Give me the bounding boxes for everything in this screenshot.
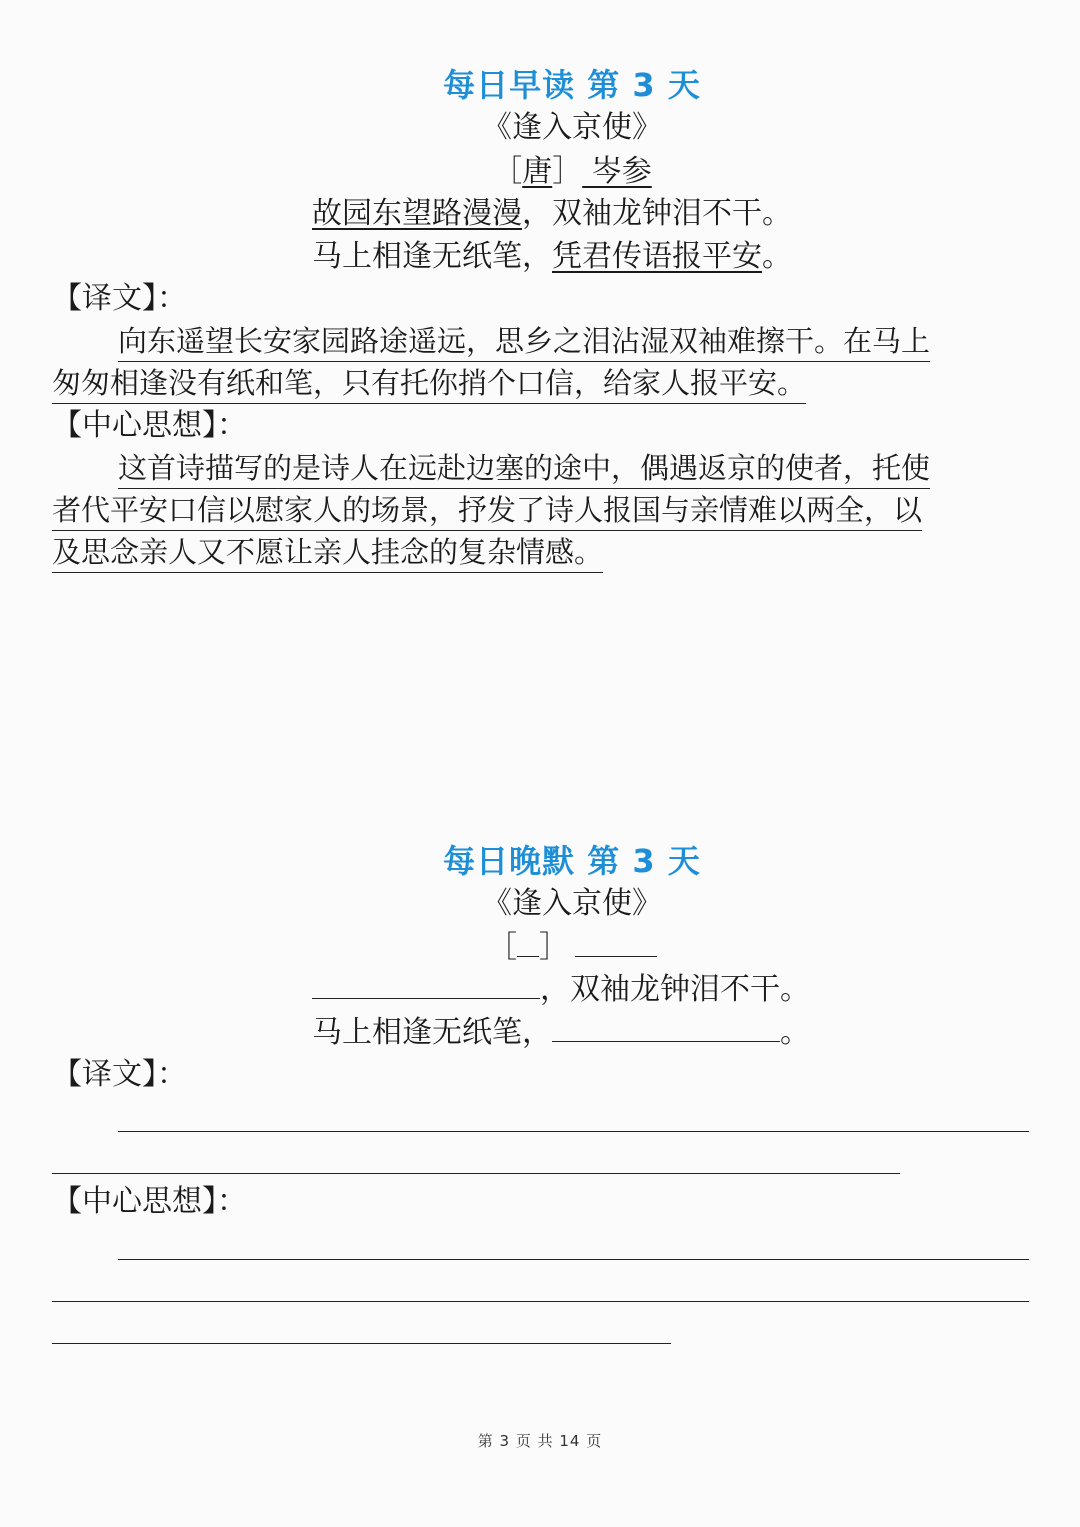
poem-line-1-part-b: ，双袖龙钟泪不干。 (522, 196, 792, 231)
dynasty-open-bracket: ［ (492, 154, 523, 189)
theme-answer-line-2 (52, 1301, 1029, 1302)
dynasty-close-bracket: ］ (539, 930, 569, 965)
morning-poem-line-1 (312, 194, 792, 234)
morning-poem-line-2 (312, 237, 792, 277)
poem-line-2-blank (552, 1040, 780, 1042)
page-number: 第 3 页 共 14 页 (477, 1432, 603, 1450)
translation-answer-line-2 (52, 1173, 900, 1174)
evening-poem-title: 《逢入京使》 (482, 886, 662, 921)
morning-theme-line-3: 及思念亲人又不愿让亲人挂念的复杂情感。 (52, 532, 603, 573)
morning-translation-line-2: 匆匆相逢没有纸和笔，只有托你捎个口信，给家人报平安。 (52, 363, 806, 404)
poem-line-2-part-c: 。 (762, 239, 792, 274)
morning-theme-line-1: 这首诗描写的是诗人在远赴边塞的途中，偶遇返京的使者，托使 (118, 448, 930, 489)
poem-line-1-blank (312, 997, 540, 999)
morning-poem-title: 《逢入京使》 (482, 110, 662, 145)
theme-answer-line-3 (52, 1343, 671, 1344)
author-blank (575, 955, 657, 957)
evening-poem-line-1 (312, 970, 810, 1010)
morning-theme-line-2: 者代平安口信以慰家人的场景，抒发了诗人报国与亲情难以两全，以 (52, 490, 922, 531)
poem-line-2-part-a: 马上相逢无纸笔， (312, 1015, 552, 1050)
evening-title: 每日晚默 第 3 天 (443, 842, 701, 880)
poem-line-1-part-a: 故园东望路漫漫 (312, 196, 522, 231)
poem-line-2-part-a: 马上相逢无纸笔， (312, 239, 552, 274)
morning-author-line (0, 152, 1080, 192)
dynasty: 唐 (522, 154, 553, 189)
poem-line-2-part-c: 。 (780, 1015, 810, 1050)
theme-answer-line-1 (118, 1259, 1029, 1260)
dynasty-open-bracket: ［ (487, 930, 517, 965)
morning-theme-label: 【中心思想】： (52, 408, 247, 443)
poem-line-2-part-b: 凭君传语报平安 (552, 239, 762, 274)
morning-translation-line-1: 向东遥望长安家园路途遥远，思乡之泪沾湿双袖难擦干。在马上 (118, 321, 930, 362)
evening-translation-label: 【译文】： (52, 1057, 187, 1092)
poem-line-1-part-b: ，双袖龙钟泪不干。 (540, 972, 810, 1007)
author-name: 岑参 (582, 154, 652, 189)
dynasty-blank (517, 955, 539, 957)
dynasty-close-bracket: ］ (552, 154, 583, 189)
evening-author-line (0, 928, 1080, 968)
translation-answer-line-1 (118, 1131, 1029, 1132)
morning-translation-label: 【译文】： (52, 281, 187, 316)
evening-poem-line-2 (312, 1013, 810, 1053)
evening-theme-label: 【中心思想】： (52, 1184, 247, 1219)
morning-title: 每日早读 第 3 天 (443, 66, 701, 104)
